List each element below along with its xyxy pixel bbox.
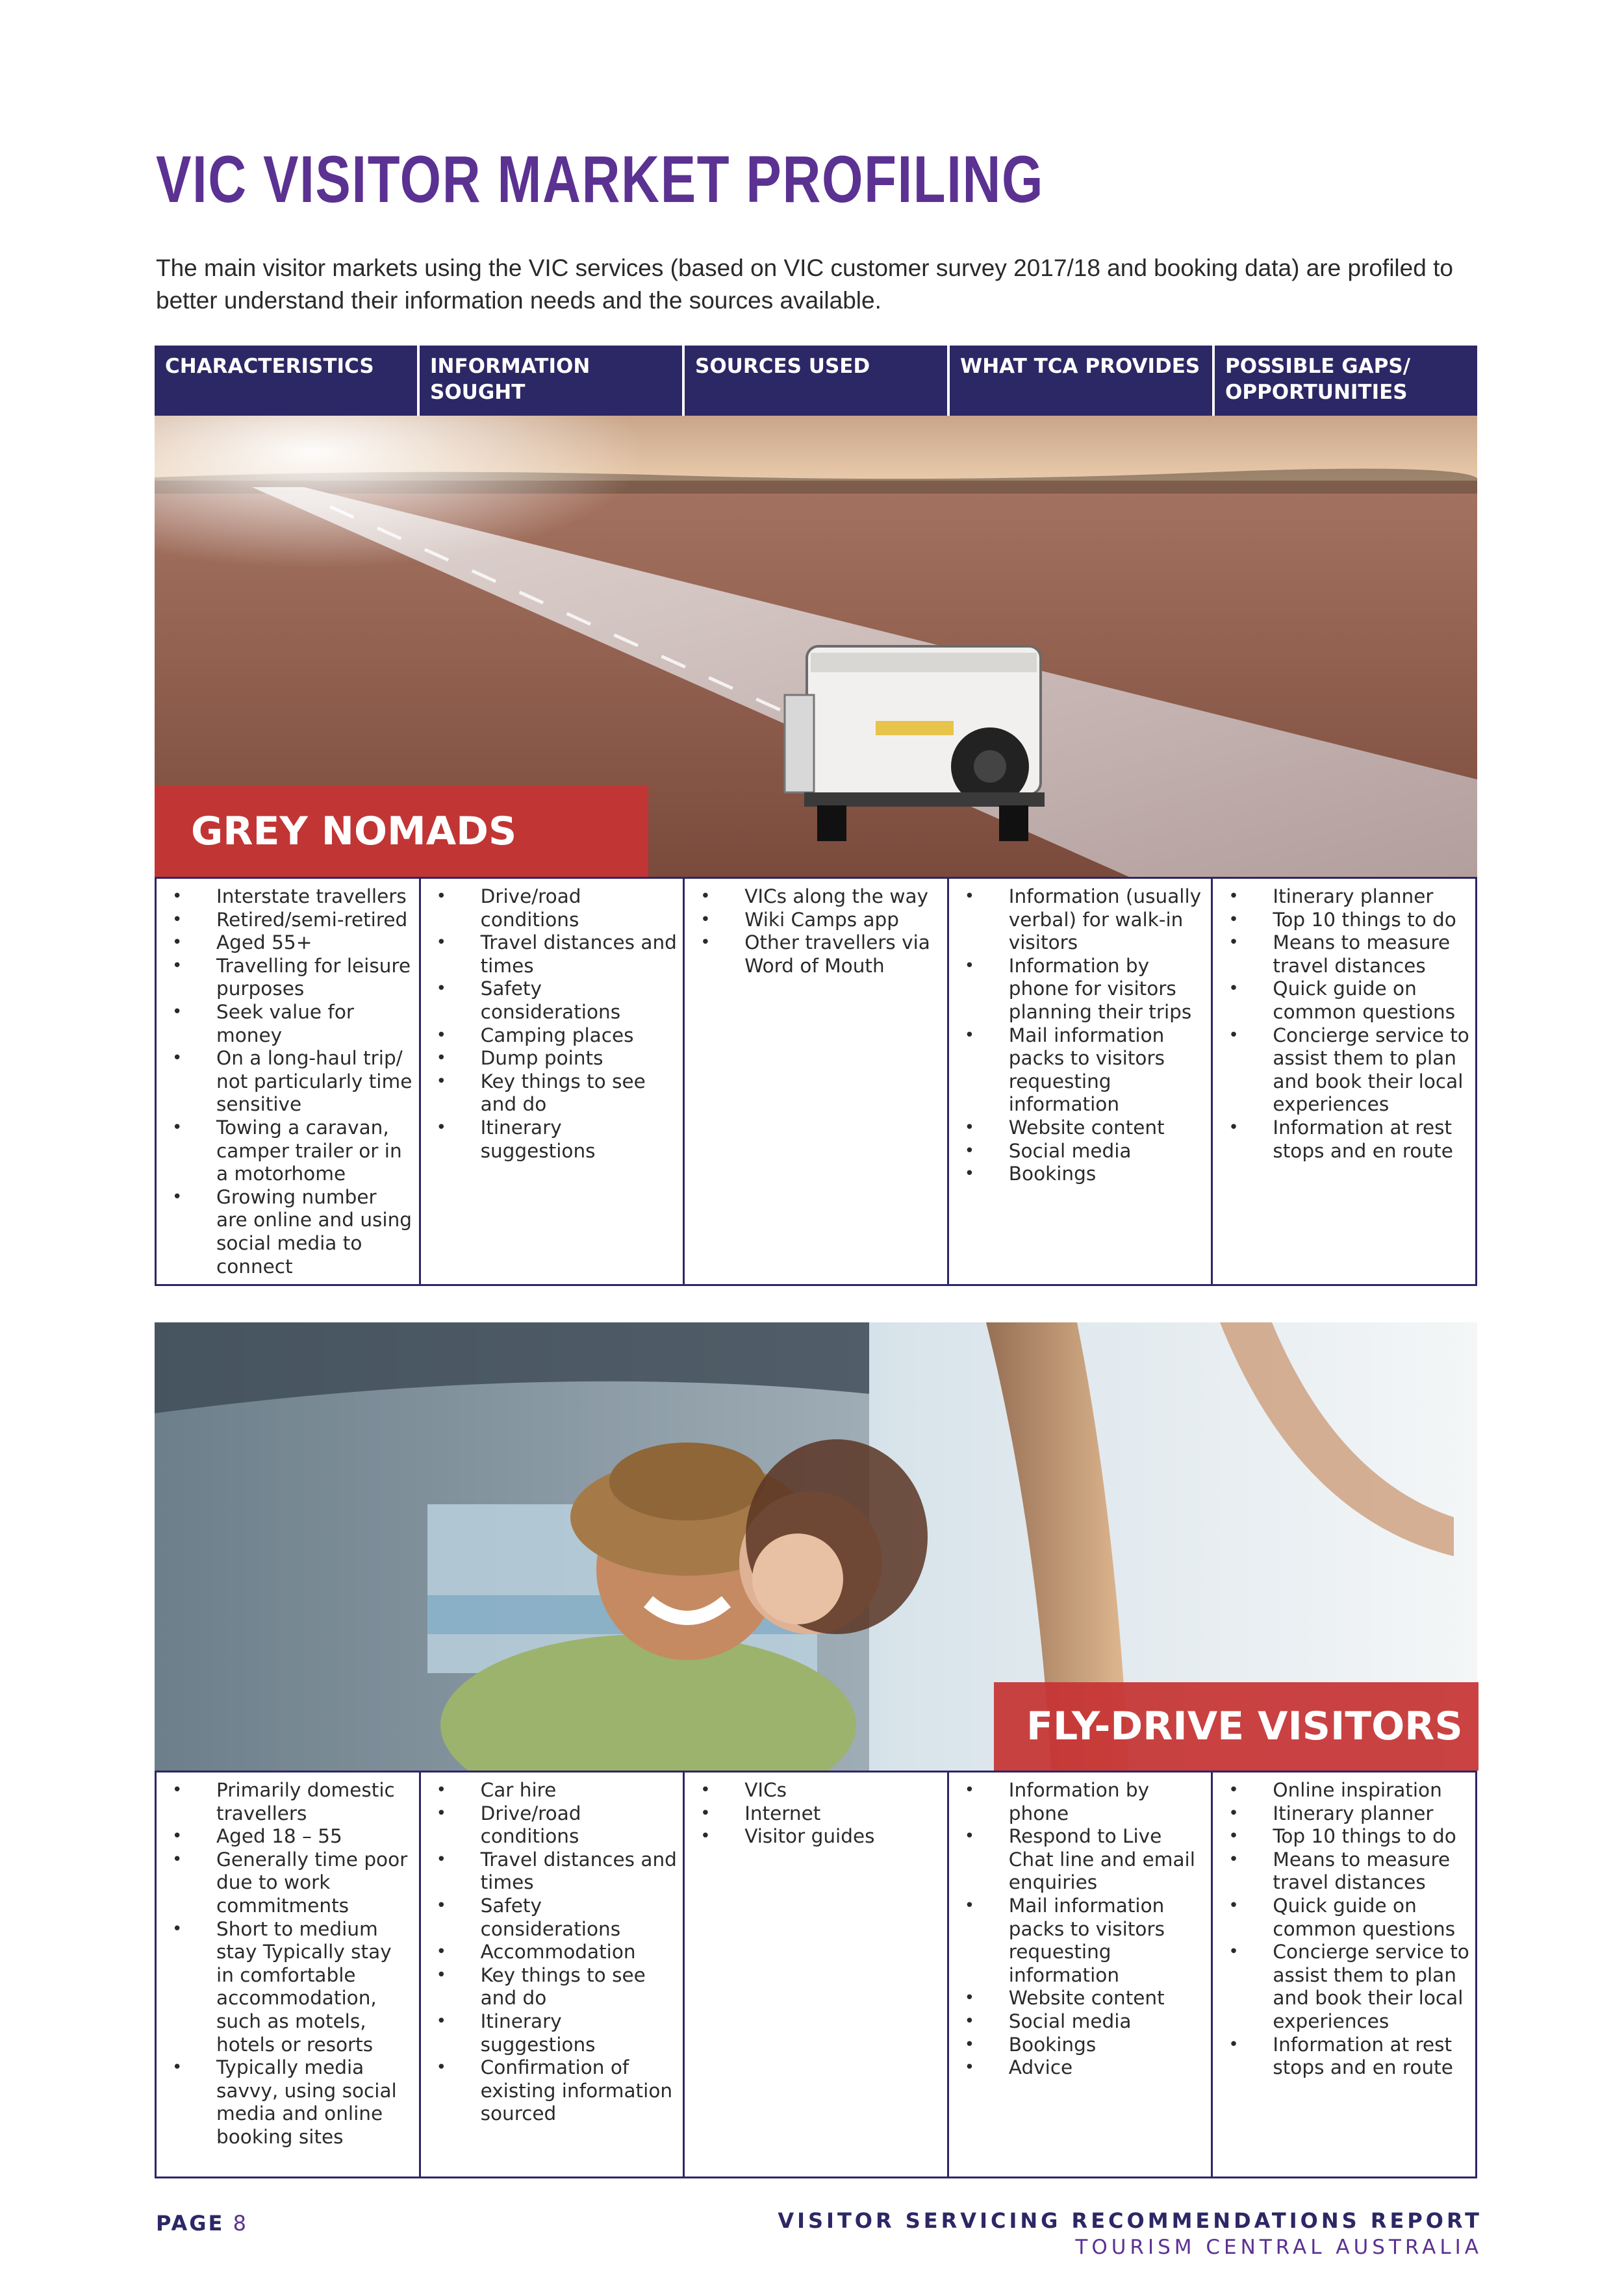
list-item: • Interstate travellers [163, 885, 414, 909]
sources-used-list [691, 1779, 942, 1848]
list-item: • Top 10 things to do [1219, 1825, 1470, 1848]
list-item: • VICs along the way [691, 885, 942, 909]
list-item: • Typically media savvy, using social media and online booking sites [163, 2056, 414, 2149]
grey-nomads-information-sought [419, 879, 683, 1284]
fly-drive-tca-provides [947, 1772, 1212, 2176]
tca-provides-list [956, 1779, 1206, 2080]
organisation-name: TOURISM CENTRAL AUSTRALIA [1075, 2236, 1482, 2259]
header-what-tca-provides: WHAT TCA PROVIDES [950, 346, 1212, 416]
list-item: • Means to measure travel distances [1219, 1848, 1470, 1895]
list-item: • Concierge service to assist them to plan and book their local experiences [1219, 1024, 1470, 1116]
list-item: • Top 10 things to do [1219, 909, 1470, 932]
fly-drive-row [155, 1771, 1477, 2178]
list-item: • Mail information packs to visitors requesting information [956, 1895, 1206, 1987]
list-item: • Aged 18 – 55 [163, 1825, 414, 1848]
list-item: • Towing a caravan, camper trailer or in a motorhome [163, 1116, 414, 1186]
page-number-footer [156, 2211, 248, 2236]
list-item: • VICs [691, 1779, 942, 1802]
list-item: • Information (usually verbal) for walk-in visitors [956, 885, 1206, 955]
grey-nomads-gaps [1211, 879, 1475, 1284]
list-item: • Itinerary suggestions [427, 2010, 678, 2056]
list-item: • Visitor guides [691, 1825, 942, 1848]
list-item: • Aged 55+ [163, 931, 414, 955]
page-title: VIC VISITOR MARKET PROFILING [156, 142, 1045, 216]
gaps-list [1219, 885, 1470, 1163]
gaps-list [1219, 1779, 1470, 2080]
list-item: • Drive/road conditions [427, 885, 678, 931]
header-possible-gaps: POSSIBLE GAPS/ OPPORTUNITIES [1215, 346, 1477, 416]
list-item: • Means to measure travel distances [1219, 931, 1470, 978]
page-number: 8 [233, 2211, 248, 2236]
list-item: • Seek value for money [163, 1001, 414, 1047]
list-item: • Other travellers via Word of Mouth [691, 931, 942, 978]
tca-provides-list [956, 885, 1206, 1186]
list-item: • Website content [956, 1987, 1206, 2010]
intro-paragraph: The main visitor markets using the VIC services (based on VIC customer survey 2017/18 and booking data) are profiled to better understand their information needs and the sources available. [156, 255, 1453, 314]
list-item: • Social media [956, 1140, 1206, 1163]
list-item: • Bookings [956, 1163, 1206, 1186]
list-item: • Key things to see and do [427, 1070, 678, 1116]
list-item: • Confirmation of existing information sourced [427, 2056, 678, 2126]
information-sought-list [427, 1779, 678, 2126]
list-item: • Travelling for leisure purposes [163, 955, 414, 1001]
list-item: • Itinerary suggestions [427, 1116, 678, 1163]
list-item: • Drive/road conditions [427, 1802, 678, 1848]
list-item: • Dump points [427, 1047, 678, 1070]
list-item: • Travel distances and times [427, 931, 678, 978]
characteristics-list [163, 1779, 414, 2149]
header-sources-used: SOURCES USED [685, 346, 947, 416]
list-item: • Bookings [956, 2034, 1206, 2057]
information-sought-list [427, 885, 678, 1163]
list-item: • Safety considerations [427, 978, 678, 1024]
header-characteristics: CHARACTERISTICS [155, 346, 417, 416]
list-item: • Concierge service to assist them to plan and book their local experiences [1219, 1941, 1470, 2033]
list-item: • Short to medium stay Typically stay in comfortable accommodation, such as motels, hotels or resorts [163, 1918, 414, 2057]
list-item: • Wiki Camps app [691, 909, 942, 932]
list-item: • Website content [956, 1116, 1206, 1140]
list-item: • Camping places [427, 1024, 678, 1048]
list-item: • Travel distances and times [427, 1848, 678, 1895]
report-title: VISITOR SERVICING RECOMMENDATIONS REPORT [778, 2208, 1482, 2233]
list-item: • Advice [956, 2056, 1206, 2080]
table-header [155, 346, 1477, 416]
fly-drive-banner [994, 1682, 1478, 1771]
list-item: • Growing number are online and using social media to connect [163, 1186, 414, 1278]
page-label: PAGE [156, 2211, 225, 2236]
grey-nomads-tca-provides [947, 879, 1212, 1284]
list-item: • Car hire [427, 1779, 678, 1802]
list-item: • Information at rest stops and en route [1219, 1116, 1470, 1163]
grey-nomads-banner [155, 786, 648, 877]
sources-used-list [691, 885, 942, 978]
fly-drive-sources-used [683, 1772, 947, 2176]
list-item: • Accommodation [427, 1941, 678, 1964]
list-item: • Quick guide on common questions [1219, 1895, 1470, 1941]
header-information-sought: INFORMATION SOUGHT [420, 346, 682, 416]
characteristics-list [163, 885, 414, 1278]
list-item: • On a long-haul trip/ not particularly time sensitive [163, 1047, 414, 1116]
grey-nomads-row [155, 877, 1477, 1286]
list-item: • Primarily domestic travellers [163, 1779, 414, 1825]
list-item: • Information at rest stops and en route [1219, 2034, 1470, 2080]
grey-nomads-sources-used [683, 879, 947, 1284]
grey-nomads-characteristics [157, 879, 419, 1284]
fly-drive-gaps [1211, 1772, 1475, 2176]
list-item: • Information by phone [956, 1779, 1206, 1825]
fly-drive-title: FLY-DRIVE VISITORS [1026, 1704, 1463, 1749]
fly-drive-characteristics [157, 1772, 419, 2176]
list-item: • Social media [956, 2010, 1206, 2034]
list-item: • Generally time poor due to work commitments [163, 1848, 414, 1918]
list-item: • Online inspiration [1219, 1779, 1470, 1802]
list-item: • Key things to see and do [427, 1964, 678, 2010]
list-item: • Mail information packs to visitors requesting information [956, 1024, 1206, 1116]
list-item: • Quick guide on common questions [1219, 978, 1470, 1024]
fly-drive-information-sought [419, 1772, 683, 2176]
list-item: • Internet [691, 1802, 942, 1826]
list-item: • Retired/semi-retired [163, 909, 414, 932]
list-item: • Safety considerations [427, 1895, 678, 1941]
list-item: • Respond to Live Chat line and email enquiries [956, 1825, 1206, 1895]
grey-nomads-title: GREY NOMADS [191, 809, 517, 854]
report-footer [778, 2208, 1482, 2259]
list-item: • Itinerary planner [1219, 885, 1470, 909]
list-item: • Information by phone for visitors planning their trips [956, 955, 1206, 1024]
list-item: • Itinerary planner [1219, 1802, 1470, 1826]
